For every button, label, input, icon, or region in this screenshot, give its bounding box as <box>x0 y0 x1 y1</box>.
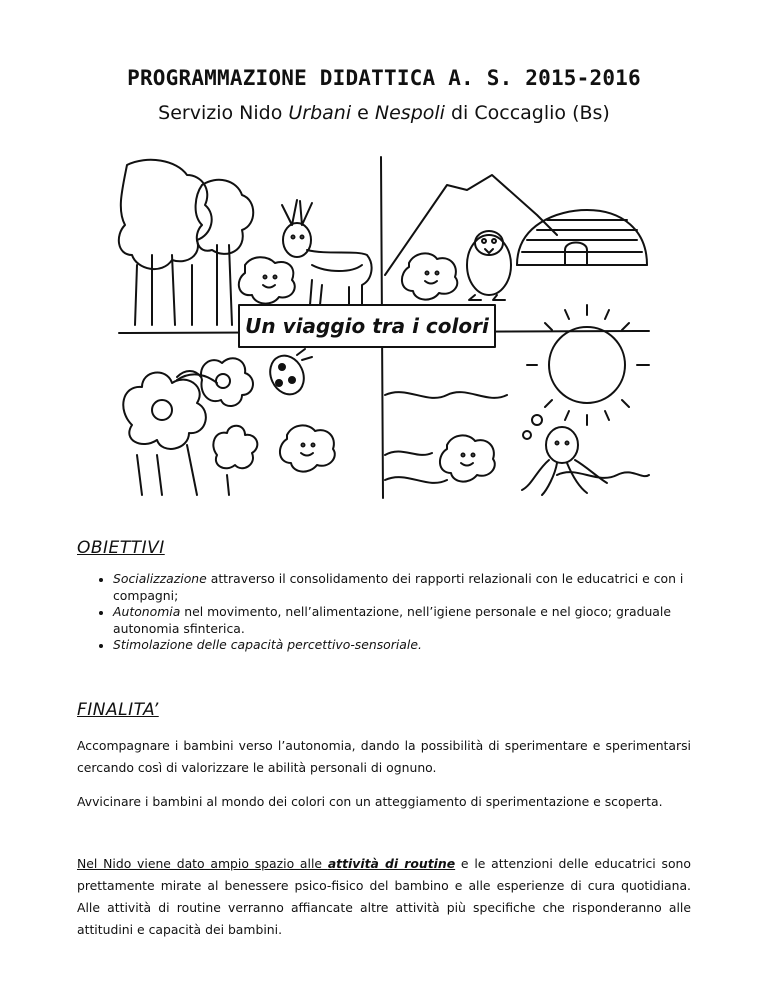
paragraph-3: Nel Nido viene dato ampio spazio alle attività di routine e le attenzioni delle educatrici sono prettamente mirate al benessere psico-fisico del bambino e alle esperienze di cura quotidiana. Alle attività di routine verranno affiancate altre attività più specifiche che risponderanno alle attitudini e capacità dei bambini. <box>77 856 691 937</box>
list-item: • Autonomia nel movimento, nell’alimentazione, nell’igiene personale e nel gioco; graduale autonomia sfinterica. <box>113 604 733 637</box>
igloo-drawing <box>517 210 647 265</box>
flowers-drawing <box>123 358 257 495</box>
list-item: • Socializzazione attraverso il consolidamento dei rapporti relazionali con le educatrici e con i compagni; <box>113 571 733 604</box>
cloud-character-bottom-left <box>280 425 335 471</box>
cloud-character-right <box>402 253 457 299</box>
section-heading-finalita: FINALITA’ <box>77 700 159 720</box>
sun-drawing <box>527 305 649 425</box>
forest-drawing <box>119 160 253 325</box>
waves-drawing <box>385 392 649 483</box>
cloud-character-bottom-right <box>440 435 495 481</box>
list-item: • Stimolazione delle capacità percettivo-sensoriale. <box>113 637 733 654</box>
paragraph-2: Avvicinare i bambini al mondo dei colori con un atteggiamento di sperimentazione e scoperta. <box>77 794 663 809</box>
section-heading-obiettivi: OBIETTIVI <box>77 538 165 558</box>
cloud-character-left <box>239 257 295 303</box>
page-title: PROGRAMMAZIONE DIDATTICA A. S. 2015-2016 <box>127 66 641 90</box>
page-subtitle: Servizio Nido Urbani e Nespoli di Coccaglio (Bs) <box>158 102 610 124</box>
ladybug-drawing <box>264 349 312 400</box>
objectives-list <box>77 571 733 654</box>
banner-text: Un viaggio tra i colori <box>245 314 489 338</box>
penguin-drawing <box>467 231 511 300</box>
cover-illustration <box>117 155 651 500</box>
octopus-drawing <box>522 415 607 495</box>
paragraph-1: Accompagnare i bambini verso l’autonomia, dando la possibilità di sperimentare e sperimentarsi cercando così di valorizzare le abilità personali di ognuno. <box>77 738 691 775</box>
